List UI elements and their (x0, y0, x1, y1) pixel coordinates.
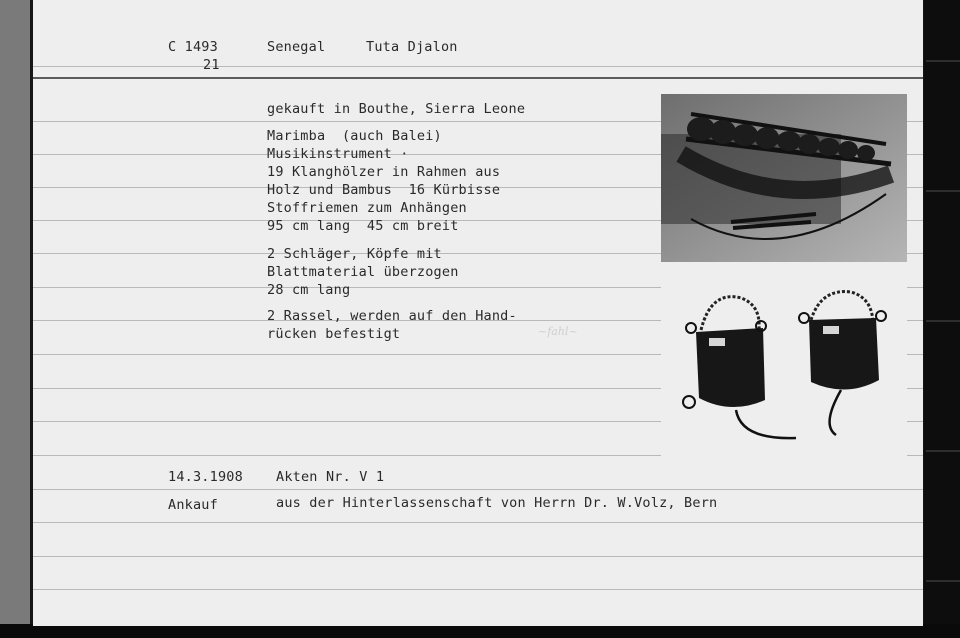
sub-number: 21 (203, 57, 220, 73)
provenance: aus der Hinterlassenschaft von Herrn Dr. W.Volz, Bern (276, 495, 718, 511)
ruled-line (33, 489, 923, 490)
catalog-card (33, 0, 923, 626)
right-ruler (924, 0, 960, 638)
ruler-tick (926, 60, 960, 62)
ruled-line (33, 589, 923, 590)
beater-line: 28 cm lang (267, 282, 351, 298)
marimba-photo (661, 94, 907, 262)
rattles-photo (661, 280, 907, 458)
rattle-block (267, 307, 517, 343)
ruled-line (33, 66, 923, 67)
beater-line: Blattmaterial überzogen (267, 264, 459, 280)
catalog-number: C 1493 (168, 39, 218, 55)
description-line: 95 cm lang 45 cm breit (267, 218, 459, 234)
description-line: 19 Klanghölzer in Rahmen aus (267, 164, 501, 180)
acquired-location: gekauft in Bouthe, Sierra Leone (267, 101, 526, 117)
description-block (267, 127, 500, 235)
description-line: Stoffriemen zum Anhängen (267, 200, 467, 216)
ruled-line (33, 522, 923, 523)
beater-block (267, 245, 459, 299)
ruler-tick (926, 320, 960, 322)
file-reference: Akten Nr. V 1 (276, 469, 385, 485)
ruler-tick (926, 450, 960, 452)
rattle-line: rücken befestigt (267, 326, 401, 342)
bottom-border (0, 624, 960, 638)
rattle-line: 2 Rassel, werden auf den Hand- (267, 308, 517, 324)
description-line: Musikinstrument · (267, 146, 409, 162)
beater-line: 2 Schläger, Köpfe mit (267, 246, 442, 262)
header-divider (33, 77, 923, 79)
ruled-line (33, 556, 923, 557)
faint-pencil-mark: ~fahl~ (538, 325, 578, 338)
entry-date: 14.3.1908 (168, 469, 243, 485)
description-line: Marimba (auch Balei) (267, 128, 442, 144)
ruler-tick (926, 580, 960, 582)
rattles-image (661, 280, 907, 458)
region: Tuta Djalon (366, 39, 458, 55)
left-border (0, 0, 30, 638)
ruler-tick (926, 190, 960, 192)
description-line: Holz und Bambus 16 Kürbisse (267, 182, 501, 198)
marimba-image (661, 94, 907, 262)
acquisition-type: Ankauf (168, 497, 218, 513)
country: Senegal (267, 39, 326, 55)
